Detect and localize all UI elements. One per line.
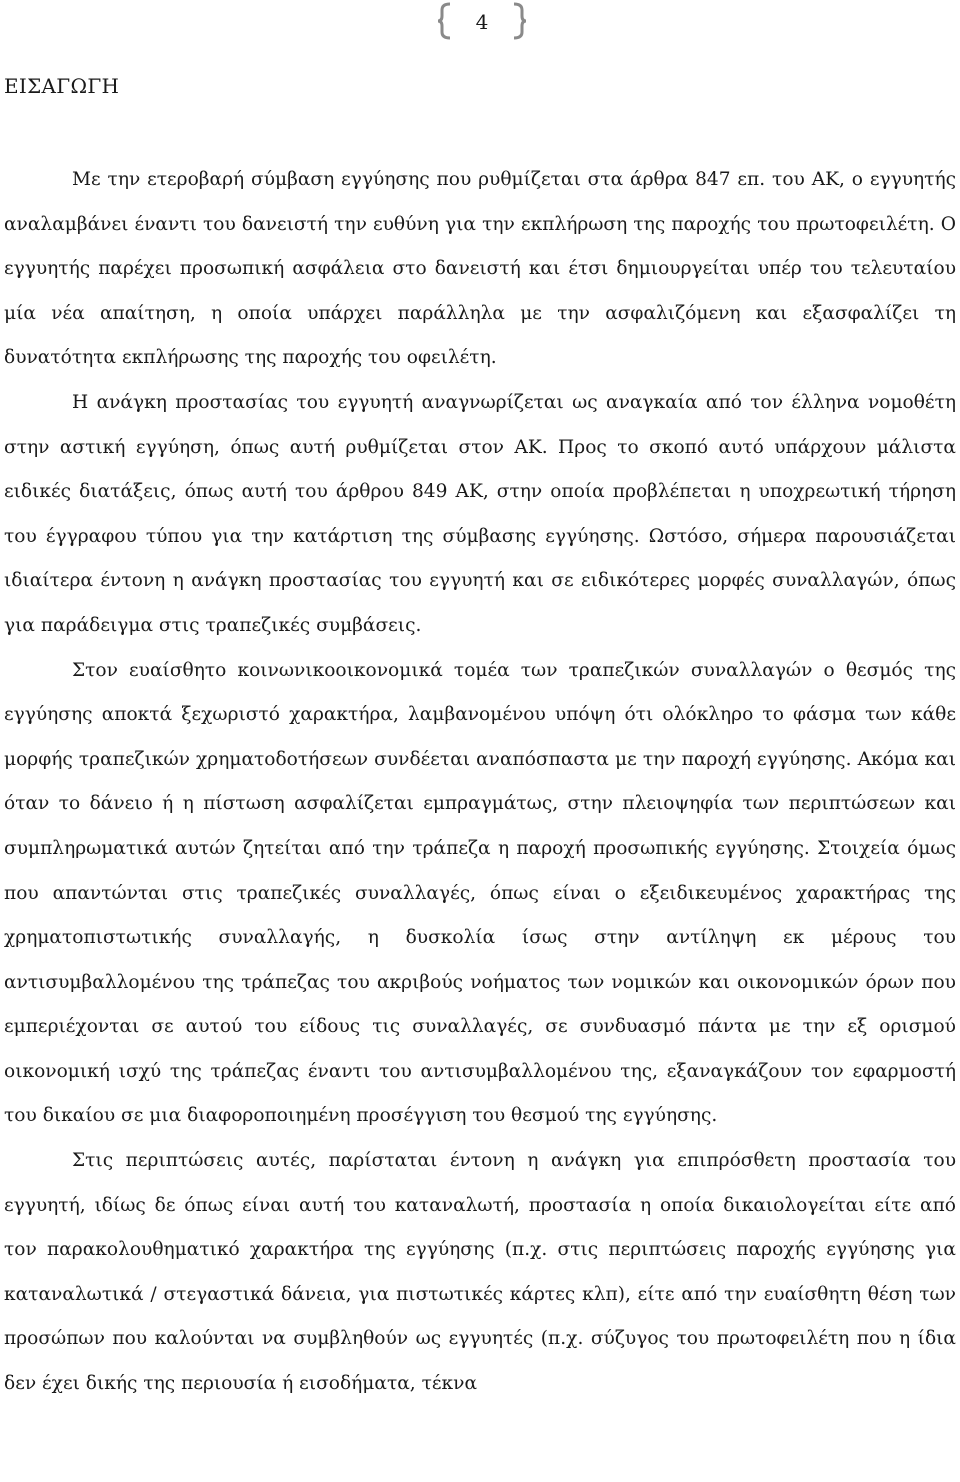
section-heading: ΕΙΣΑΓΩΓΗ xyxy=(4,74,120,98)
paragraph: Η ανάγκη προστασίας του εγγυητή αναγνωρίζεται ως αναγκαία από τον έλληνα νομοθέτη στην αστική εγγύηση, όπως αυτή ρυθμίζεται στον ΑΚ. Προς το σκοπό αυτό υπάρχουν μάλιστα ειδικές διατάξεις, όπως αυτή του άρθρου 849 ΑΚ, στην οποία προβλέπεται η υποχρεωτική τήρηση του έγγραφου τύπου για την κατάρτιση της σύμβασης εγγύησης. Ωστόσο, σήμερα παρουσιάζεται ιδιαίτερα έντονη η ανάγκη προστασίας του εγγυητή και σε ειδικότερες μορφές συναλλαγών, όπως για παράδειγμα στις τραπεζικές συμβάσεις. xyxy=(4,391,956,636)
page-number-frame xyxy=(438,2,526,40)
page-number: 4 xyxy=(475,10,489,34)
paragraph: Στον ευαίσθητο κοινωνικοοικονομικά τομέα των τραπεζικών συναλλαγών ο θεσμός της εγγύησης αποκτά ξεχωριστό χαρακτήρα, λαμβανομένου υπόψη ότι ολόκληρο το φάσμα των κάθε μορφής τραπεζικών χρηματοδοτήσεων συνδέεται αναπόσπαστα με την παροχή εγγύησης. Ακόμα και όταν το δάνειο ή η πίστωση ασφαλίζεται εμπραγμάτως, στην πλειοψηφία των περιπτώσεων και συμπληρωματικά αυτών ζητείται από την τράπεζα η παροχή προσωπικής εγγύησης. Στοιχεία όμως που απαντώνται στις τραπεζικές συναλλαγές, όπως είναι ο εξειδικευμένος χαρακτήρας της χρηματοπιστωτικής συναλλαγής, η δυσκολία ίσως στην αντίληψη εκ μέρους του αντισυμβαλλομένου της τράπεζας του ακριβούς νοήματος των νομικών και οικονομικών όρων που εμπεριέχονται σε αυτού του είδους τις συναλλαγές, σε συνδυασμό πάντα με την εξ ορισμού οικονομική ισχύ της τράπεζας έναντι του αντισυμβαλλομένου της, εξαναγκάζουν τον εφαρμοστή του δικαίου σε μια διαφοροποιημένη προσέγγιση του θεσμού της εγγύησης. xyxy=(4,659,956,1127)
paragraph: Με την ετεροβαρή σύμβαση εγγύησης που ρυθμίζεται στα άρθρα 847 επ. του ΑΚ, ο εγγυητής αναλαμβάνει έναντι του δανειστή την ευθύνη για την εκπλήρωση της παροχής του πρωτοφειλέτη. Ο εγγυητής παρέχει προσωπική ασφάλεια στο δανειστή και έτσι δημιουργείται υπέρ του τελευταίου μία νέα απαίτηση, η οποία υπάρχει παράλληλα με την ασφαλιζόμενη και εξασφαλίζει τη δυνατότητα εκπλήρωσης της παροχής του οφειλέτη. xyxy=(4,169,956,369)
paragraph: Στις περιπτώσεις αυτές, παρίσταται έντονη η ανάγκη για επιπρόσθετη προστασία του εγγυητή, ιδίως δε όπως είναι αυτή του καταναλωτή, προστασία η οποία δικαιολογείται είτε από τον παρακολουθηματικό χαρακτήρα της εγγύησης (π.χ. στις περιπτώσεις παροχής εγγύησης για καταναλωτικά / στεγαστικά δάνεια, για πιστωτικές κάρτες κλπ), είτε από την ευαίσθητη θέση των προσώπων που καλούνται να συμβληθούν ως εγγυητές (π.χ. σύζυγος του πρωτοφειλέτη που η ίδια δεν έχει δικής της περιουσία ή εισοδήματα, τέκνα xyxy=(4,1150,956,1395)
body-text xyxy=(4,158,956,1407)
